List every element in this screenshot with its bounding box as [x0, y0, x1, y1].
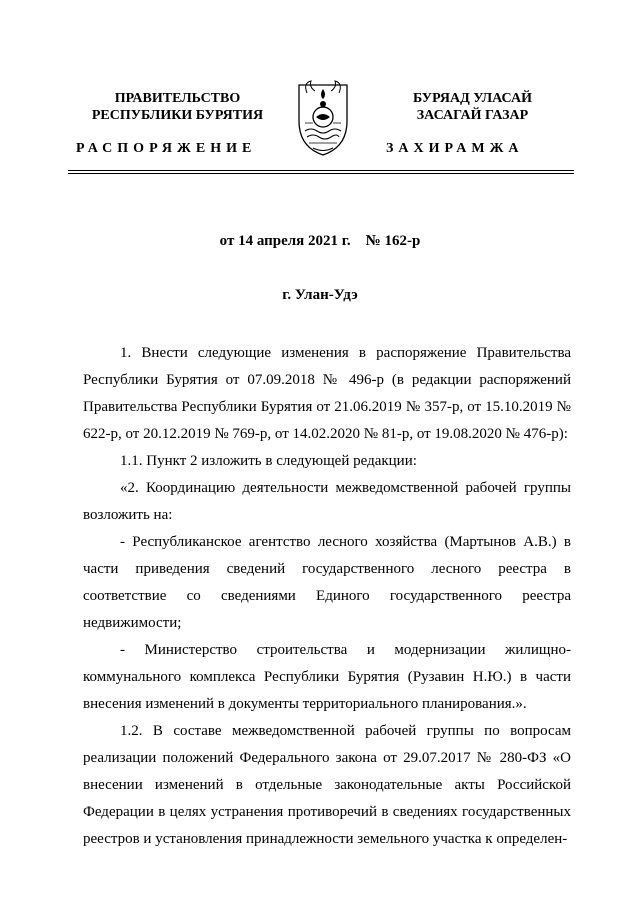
- document-dateline: [0, 233, 640, 250]
- body-paragraph-5: - Министерство строительства и модернизации жилищно-коммунального комплекса Республики Бурятия (Рузавин Н.Ю.) в части внесения изменений в документы территориального планирования.».: [83, 642, 571, 712]
- document-number: № 162-р: [365, 233, 421, 249]
- order-title-ru: РАСПОРЯЖЕНИЕ: [76, 141, 257, 156]
- header-right-line-1: БУРЯАД УЛАСАЙ: [413, 91, 532, 106]
- header-divider-bottom: [68, 173, 574, 174]
- body-paragraph-2: 1.1. Пункт 2 изложить в следующей редакции:: [120, 453, 417, 469]
- document-date: от 14 апреля 2021 г.: [219, 233, 351, 249]
- body-paragraph-1: 1. Внести следующие изменения в распоряжение Правительства Республики Бурятия от 07.09.2018 № 496-р (в редакции распоряжений Правительства Республики Бурятия от 21.06.2019 № 357-р, от 15.10.2019 № 622-р, от 20.12.2019 № 769-р, от 14.02.2020 № 81-р, от 19.08.2020 № 476-р):: [83, 345, 571, 442]
- header-right-title: [375, 90, 570, 124]
- body-paragraph-4: - Республиканское агентство лесного хозяйства (Мартынов А.В.) в части приведения сведений государственного лесного реестра в соответствие со сведениями Единого государственного реестра недвижимости;: [83, 534, 571, 631]
- header-left-line-1: ПРАВИТЕЛЬСТВО: [114, 91, 241, 106]
- document-city: г. Улан-Удэ: [282, 287, 358, 303]
- body-paragraph-6: 1.2. В составе межведомственной рабочей группы по вопросам реализации положений Федерального закона от 29.07.2017 № 280-ФЗ «О внесении изменений в отдельные законодательные акты Российской Федерации в целях устранения противоречий в сведениях государственных реестров и установления принадлежности земельного участка к определен-: [83, 723, 571, 847]
- header-right-line-2: ЗАСАГАЙ ГАЗАР: [416, 108, 529, 123]
- buryatia-coat-of-arms-icon: [295, 75, 351, 157]
- header-left-title: [80, 90, 275, 124]
- order-title-bua: ЗАХИРАМЖА: [386, 141, 524, 156]
- document-body: [83, 340, 571, 853]
- header-left-line-2: РЕСПУБЛИКИ БУРЯТИЯ: [91, 108, 264, 123]
- header-divider-top: [68, 170, 574, 171]
- body-paragraph-3: «2. Координацию деятельности межведомственной рабочей группы возложить на:: [83, 480, 571, 523]
